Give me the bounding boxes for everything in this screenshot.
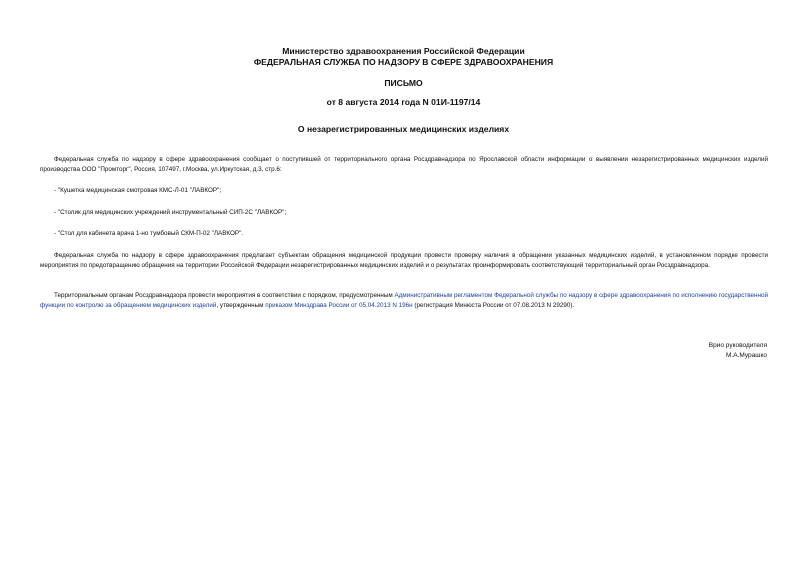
document-date-number: от 8 августа 2014 года N 01И-1197/14 [326, 97, 481, 107]
ministry-title: Министерство здравоохранения Российской Федерации [282, 46, 525, 56]
paragraph-2: Федеральная служба по надзору в сфере здравоохранения предлагает субъектам обращения медицинской продукции провести проверку наличия в обращении указанных медицинских изделий, в установленном порядке провести мероприятия по предотвращению обращения на территории Российской Федерации незарегистрированных медицинских изделий и о результатах проинформировать соответствующий территориальный орган Росздравнадзора. [40, 252, 768, 269]
paragraph-3-middle: , утвержденным [216, 301, 266, 309]
list-item-2: - "Столик для медицинских учреждений инструментальный СИП-2С "ЛАВКОР"; [54, 209, 287, 216]
document-subject: О незарегистрированных медицинских изделиях [297, 124, 510, 134]
service-title: ФЕДЕРАЛЬНАЯ СЛУЖБА ПО НАДЗОРУ В СФЕРЕ ЗДРАВООХРАНЕНИЯ [253, 57, 554, 67]
paragraph-3-start: Территориальным органам Росздравнадзора провести мероприятия в соответствии с порядком, предусмотренным [54, 292, 395, 299]
paragraph-3 [40, 291, 768, 310]
document-type: ПИСЬМО [384, 78, 423, 88]
signature-name: М.А.Мурашко [725, 352, 767, 359]
list-item-3: - "Стол для кабинета врача 1-но тумбовый СКМ-П-02 "ЛАВКОР". [54, 230, 244, 237]
regulation-link[interactable]: Административным регламентом Федеральной службы по надзору в сфере здравоохранения по исполнению государственной функции по контролю за обращением медицинских изделий [40, 292, 769, 309]
paragraph-1: Федеральная служба по надзору в сфере здравоохранения сообщает о поступившей от территориального органа Росздравнадзора по Ярославской области информации о выявлении незарегистрированных медицинских изделий производства ООО "Промторг", Россия, 107497, г.Москва, ул.Иркутская, д.3, стр.6: [40, 156, 768, 173]
order-link[interactable]: приказом Минздрава России от 05.04.2013 N 196н [265, 301, 413, 309]
list-item-1: - "Кушетка медицинская смотровая КМС-Л-01 "ЛАВКОР"; [54, 187, 222, 194]
signature-position: Врио руководителя [708, 342, 767, 349]
paragraph-3-end: (регистрация Минюста России от 07.08.2013 N 29290). [412, 301, 575, 309]
